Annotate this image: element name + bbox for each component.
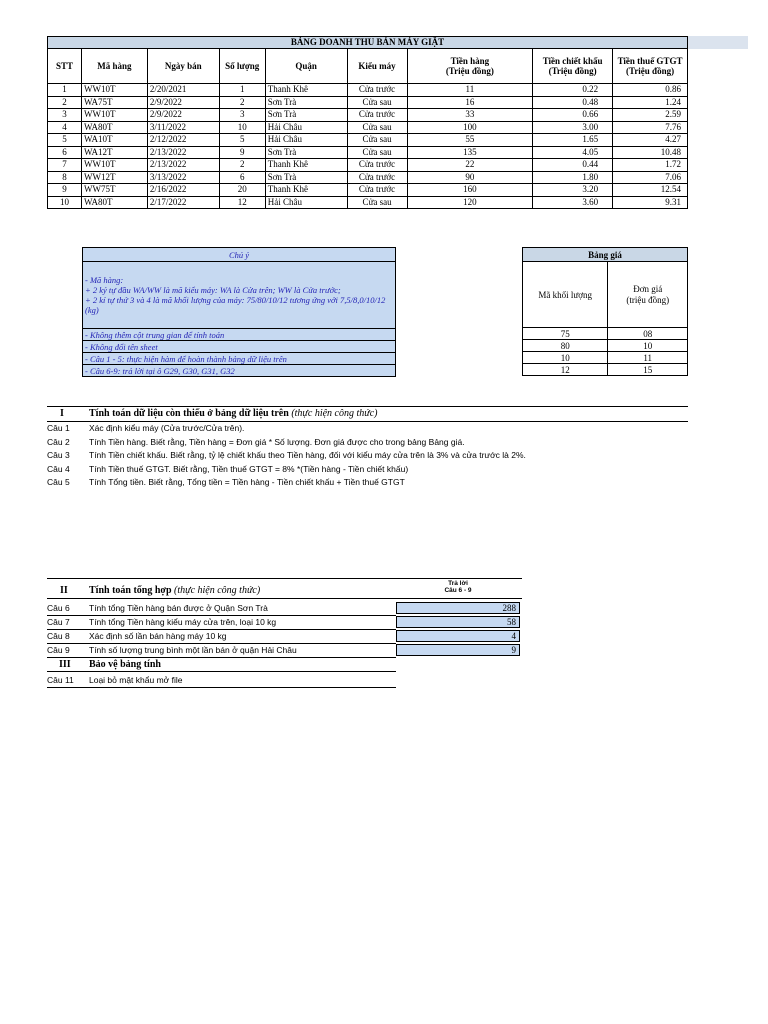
table-cell: 7.76 [613, 121, 688, 134]
table-cell: Hải Châu [265, 134, 347, 147]
question-text: Tính số lượng trung bình một lần bán ở quận Hải Châu [89, 645, 297, 655]
table-cell: Cửa trước [347, 84, 407, 97]
table-cell: 2 [48, 96, 82, 109]
note-line: - Câu 6-9: trả lời tại ô G29, G30, G31, G32 [83, 365, 396, 377]
price-table-title: Bảng giá [523, 248, 688, 262]
table-row [48, 84, 688, 97]
answer-cell[interactable]: 4 [396, 630, 520, 642]
table-cell: WA80T [81, 121, 147, 134]
answer-cell[interactable]: 288 [396, 602, 520, 614]
table-cell: 1.80 [533, 171, 613, 184]
table-cell: Cửa sau [347, 121, 407, 134]
question-number: Câu 8 [47, 631, 70, 641]
question-number: Câu 11 [47, 675, 74, 685]
note-box [82, 247, 396, 377]
question-text: Tính Tiền hàng. Biết rằng, Tiền hàng = Đơn giá * Số lượng. Đơn giá được cho trong bảng Bảng giá. [89, 436, 465, 447]
section2-number: II [60, 585, 68, 596]
question-text: Xác định số lần bán hàng máy 10 kg [89, 631, 227, 641]
table-cell: 3.00 [533, 121, 613, 134]
section1-note: (thực hiện công thức) [291, 408, 378, 419]
table-cell: Thanh Khê [265, 184, 347, 197]
section-divider [47, 687, 396, 688]
column-header: Tiền thuế GTGT (Triệu đồng) [613, 49, 688, 84]
table-cell: 1.65 [533, 134, 613, 147]
table-cell: 2/17/2022 [147, 196, 219, 209]
table-row [48, 159, 688, 172]
table-cell: Sơn Trà [265, 109, 347, 122]
column-header: Tiền hàng (Triệu đồng) [407, 49, 533, 84]
answer-cell[interactable]: 58 [396, 616, 520, 628]
table-cell: WA80T [81, 196, 147, 209]
table-title: BẢNG DOANH THU BÁN MÁY GIẶT [48, 37, 688, 49]
table-cell: 4.05 [533, 146, 613, 159]
table-row [48, 109, 688, 122]
table-cell: WW75T [81, 184, 147, 197]
table-cell: WA75T [81, 96, 147, 109]
column-header: Số lượng [219, 49, 265, 84]
row-divider [47, 629, 396, 630]
table-cell: 2 [219, 159, 265, 172]
question-number: Câu 4 [47, 463, 70, 474]
table-row [48, 121, 688, 134]
question-number: Câu 3 [47, 450, 70, 460]
table-cell: 7.06 [613, 171, 688, 184]
section2-title-text: Tính toán tổng hợp [89, 585, 172, 596]
note-line: - Câu 1 - 5: thực hiện hàm để hoàn thành bảng dữ liệu trên [83, 353, 396, 365]
price-row [523, 328, 688, 340]
question-text: Tính Tiền thuế GTGT. Biết rằng, Tiền thuế GTGT = 8% *(Tiền hàng - Tiền chiết khấu) [89, 463, 409, 474]
table-cell: 0.86 [613, 84, 688, 97]
table-cell: 6 [48, 146, 82, 159]
table-cell: 33 [407, 109, 533, 122]
table-cell: 5 [48, 134, 82, 147]
question-text: Tính tổng Tiền hàng kiểu máy cửa trên, loại 10 kg [89, 617, 277, 627]
column-header: Quận [265, 49, 347, 84]
column-header: Tiền chiết khấu (Triệu đồng) [533, 49, 613, 84]
table-cell: 0.22 [533, 84, 613, 97]
table-cell: 3/11/2022 [147, 121, 219, 134]
price-cell: 10 [608, 340, 688, 352]
section-divider [47, 578, 522, 579]
table-row [48, 184, 688, 197]
table-cell: 2/13/2022 [147, 159, 219, 172]
table-header-row [48, 49, 688, 84]
price-table [522, 247, 688, 376]
section3-title: Bảo vệ bảng tính [89, 659, 161, 670]
table-cell: 16 [407, 96, 533, 109]
section1-title-text: Tính toán dữ liệu còn thiếu ở bảng dữ liệu trên [89, 408, 289, 419]
question-text: Loại bỏ mật khẩu mở file [89, 675, 183, 685]
section-divider [47, 598, 522, 599]
row-divider [47, 615, 396, 616]
price-row [523, 352, 688, 364]
question-text: Tính Tổng tiền. Biết rằng, Tổng tiền = Tiền hàng - Tiền chiết khấu + Tiền thuế GTGT [89, 477, 405, 487]
table-row [48, 134, 688, 147]
price-row [523, 340, 688, 352]
table-cell: Cửa sau [347, 196, 407, 209]
question-text: Tính Tiền chiết khấu. Biết rằng, tỷ lệ chiết khấu theo Tiền hàng, đối với kiểu máy cửa trên là 3% và cửa trước là 2%. [89, 450, 526, 460]
price-cell: 75 [523, 328, 608, 340]
section2-title [89, 585, 260, 596]
question-number: Câu 5 [47, 477, 70, 487]
price-cell: 80 [523, 340, 608, 352]
price-cell: 10 [523, 352, 608, 364]
table-cell: 1 [48, 84, 82, 97]
table-cell: 3 [48, 109, 82, 122]
table-cell: 3.20 [533, 184, 613, 197]
table-cell: 3 [219, 109, 265, 122]
table-cell: 2 [219, 96, 265, 109]
table-cell: 0.66 [533, 109, 613, 122]
table-cell: 22 [407, 159, 533, 172]
note-line: - Không đổi tên sheet [83, 341, 396, 353]
section1-title [89, 408, 377, 419]
table-cell: 12 [219, 196, 265, 209]
table-row [48, 96, 688, 109]
table-cell: 120 [407, 196, 533, 209]
table-cell: WW10T [81, 109, 147, 122]
table-cell: 2/12/2022 [147, 134, 219, 147]
table-cell: 4 [48, 121, 82, 134]
table-cell: Cửa sau [347, 134, 407, 147]
question-number: Câu 9 [47, 645, 70, 655]
table-cell: 11 [407, 84, 533, 97]
table-cell: Cửa trước [347, 159, 407, 172]
table-cell: Hải Châu [265, 121, 347, 134]
table-cell: 2/9/2022 [147, 109, 219, 122]
table-cell: 10 [219, 121, 265, 134]
column-header: Kiểu máy [347, 49, 407, 84]
table-cell: WW10T [81, 84, 147, 97]
table-row [48, 171, 688, 184]
table-cell: 1.72 [613, 159, 688, 172]
table-cell: Cửa sau [347, 96, 407, 109]
question-number: Câu 6 [47, 603, 70, 613]
row-divider [47, 643, 396, 644]
note-line: - Không thêm cột trung gian để tính toán [83, 329, 396, 341]
section-divider [47, 421, 688, 422]
section2-note: (thực hiện công thức) [174, 585, 261, 596]
title-band-extension [688, 36, 748, 49]
column-header: Ngày bán [147, 49, 219, 84]
table-cell: Sơn Trà [265, 171, 347, 184]
table-cell: 10 [48, 196, 82, 209]
table-cell: 9.31 [613, 196, 688, 209]
table-cell: 2/13/2022 [147, 146, 219, 159]
table-cell: 90 [407, 171, 533, 184]
revenue-table [47, 36, 688, 209]
section-divider [47, 671, 396, 672]
table-cell: 20 [219, 184, 265, 197]
question-text: Xác định kiểu máy (Cửa trước/Cửa trên). [89, 423, 245, 433]
row-divider [47, 657, 396, 658]
table-cell: 3.60 [533, 196, 613, 209]
column-header: STT [48, 49, 82, 84]
table-cell: WW10T [81, 159, 147, 172]
price-row [523, 364, 688, 376]
answer-header: Trả lời Câu 6 - 9 [444, 580, 472, 594]
table-cell: 135 [407, 146, 533, 159]
table-cell: WA12T [81, 146, 147, 159]
table-cell: WW12T [81, 171, 147, 184]
note-body: - Mã hàng: + 2 ký tự đầu WA/WW là mã kiểu máy: WA là Cửa trên; WW là Cửa trước; + 2 kí tự thứ 3 và 4 là mã khối lượng của máy: 75/80/10/12 tương ứng với 7,5/8,0/10/12 (kg) [83, 262, 396, 329]
table-cell: 2/16/2022 [147, 184, 219, 197]
table-cell: 100 [407, 121, 533, 134]
table-cell: 9 [48, 184, 82, 197]
table-cell: 12.54 [613, 184, 688, 197]
table-cell: Thanh Khê [265, 84, 347, 97]
table-cell: Cửa trước [347, 184, 407, 197]
price-col-unit-price: Đơn giá (triệu đồng) [608, 262, 688, 328]
table-cell: Hải Châu [265, 196, 347, 209]
table-cell: 7 [48, 159, 82, 172]
section3-number: III [59, 659, 71, 670]
table-cell: 55 [407, 134, 533, 147]
table-cell: 5 [219, 134, 265, 147]
table-cell: Cửa trước [347, 171, 407, 184]
table-cell: 9 [219, 146, 265, 159]
table-cell: Sơn Trà [265, 146, 347, 159]
price-col-weight: Mã khối lượng [523, 262, 608, 328]
table-cell: WA10T [81, 134, 147, 147]
table-cell: 0.44 [533, 159, 613, 172]
table-cell: Cửa trước [347, 109, 407, 122]
note-title: Chú ý [83, 248, 396, 262]
table-cell: Thanh Khê [265, 159, 347, 172]
table-cell: 0.48 [533, 96, 613, 109]
table-cell: 1.24 [613, 96, 688, 109]
table-row [48, 146, 688, 159]
answer-cell[interactable]: 9 [396, 644, 520, 656]
section-divider [47, 406, 688, 407]
question-number: Câu 1 [47, 423, 70, 433]
table-cell: 3/13/2022 [147, 171, 219, 184]
table-cell: 8 [48, 171, 82, 184]
table-cell: 2.59 [613, 109, 688, 122]
price-cell: 12 [523, 364, 608, 376]
question-number: Câu 2 [47, 436, 70, 447]
question-number: Câu 7 [47, 617, 70, 627]
table-cell: Cửa sau [347, 146, 407, 159]
table-cell: 1 [219, 84, 265, 97]
table-cell: 160 [407, 184, 533, 197]
table-cell: 6 [219, 171, 265, 184]
table-cell: 10.48 [613, 146, 688, 159]
column-header: Mã hàng [81, 49, 147, 84]
table-cell: 2/20/2021 [147, 84, 219, 97]
section1-number: I [60, 408, 64, 419]
table-cell: Sơn Trà [265, 96, 347, 109]
price-cell: 11 [608, 352, 688, 364]
question-text: Tính tổng Tiền hàng bán được ở Quận Sơn Trà [89, 603, 268, 613]
price-cell: 15 [608, 364, 688, 376]
table-cell: 4.27 [613, 134, 688, 147]
table-cell: 2/9/2022 [147, 96, 219, 109]
price-cell: 08 [608, 328, 688, 340]
table-row [48, 196, 688, 209]
